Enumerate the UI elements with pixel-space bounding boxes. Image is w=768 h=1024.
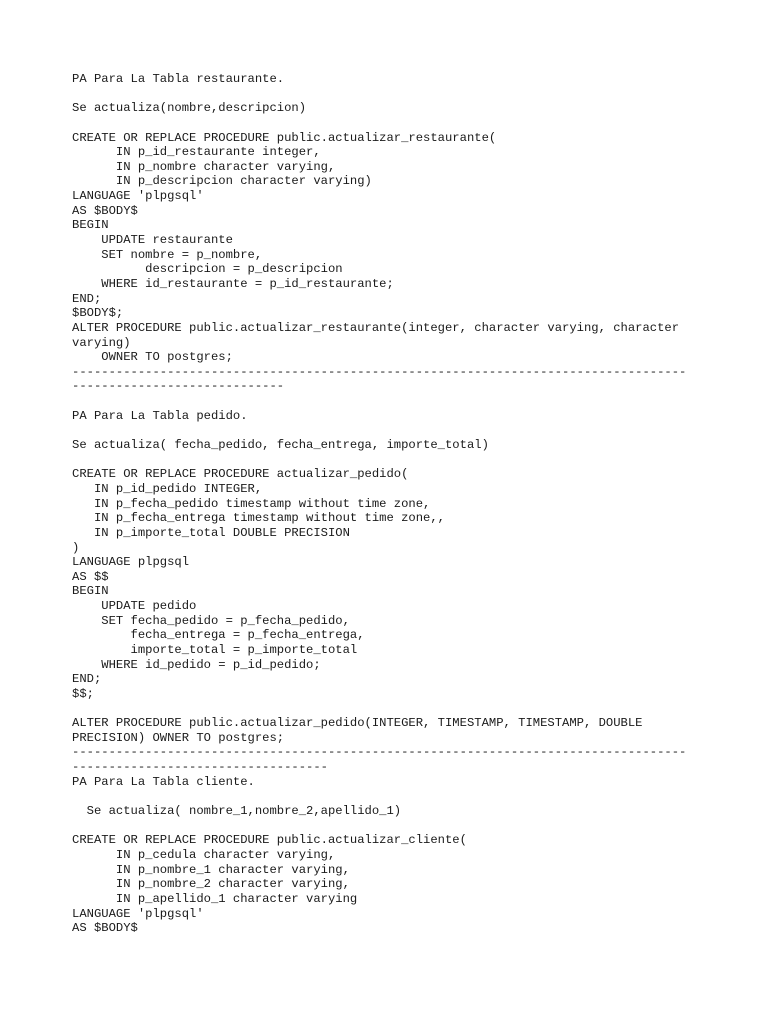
document-line: LANGUAGE 'plpgsql' <box>72 906 204 921</box>
document-line: IN p_apellido_1 character varying <box>72 891 358 906</box>
document-line: AS $$ <box>72 569 109 584</box>
document-line: IN p_nombre_2 character varying, <box>72 877 350 892</box>
document-line <box>72 116 712 131</box>
document-line: SET nombre = p_nombre, <box>72 247 263 262</box>
document-line: LANGUAGE plpgsql <box>72 555 190 570</box>
document-line: IN p_fecha_entrega timestamp without time zone,, <box>72 511 445 526</box>
document-line: BEGIN <box>72 584 109 599</box>
document-line: IN p_nombre character varying, <box>72 159 336 174</box>
document-line: fecha_entrega = p_fecha_entrega, <box>72 628 365 643</box>
document-line: WHERE id_pedido = p_id_pedido; <box>72 657 321 672</box>
document-line <box>72 453 712 468</box>
document-line: WHERE id_restaurante = p_id_restaurante; <box>72 276 394 291</box>
document-line: IN p_cedula character varying, <box>72 847 336 862</box>
document-line: OWNER TO postgres; <box>72 350 233 365</box>
document-line: CREATE OR REPLACE PROCEDURE actualizar_pedido( <box>72 467 409 482</box>
document-line: CREATE OR REPLACE PROCEDURE public.actualizar_cliente( <box>72 833 467 848</box>
document-line: $BODY$; <box>72 306 124 321</box>
document-line: ----------------------------- <box>72 379 285 394</box>
document-line <box>72 702 712 717</box>
document-line: PRECISION) OWNER TO postgres; <box>72 730 285 745</box>
document-line <box>72 819 712 834</box>
document-line: ----------------------------------- <box>72 760 328 775</box>
document-line: Se actualiza(nombre,descripcion) <box>72 101 307 116</box>
document-line: PA Para La Tabla restaurante. <box>72 72 285 86</box>
document-line: IN p_id_pedido INTEGER, <box>72 481 263 496</box>
document-line: ALTER PROCEDURE public.actualizar_restaurante(integer, character varying, character <box>72 320 680 335</box>
document-line: UPDATE restaurante <box>72 233 233 248</box>
document-line: IN p_id_restaurante integer, <box>72 145 321 160</box>
document-line: UPDATE pedido <box>72 599 197 614</box>
document-line: AS $BODY$ <box>72 203 138 218</box>
document-line: Se actualiza( fecha_pedido, fecha_entrega, importe_total) <box>72 438 489 453</box>
document-line: varying) <box>72 335 131 350</box>
document-line: ------------------------------------------------------------------------------------ <box>72 364 687 379</box>
document-line: importe_total = p_importe_total <box>72 642 358 657</box>
document-line: END; <box>72 672 102 687</box>
document-line: ) <box>72 540 80 555</box>
document-line: IN p_nombre_1 character varying, <box>72 862 350 877</box>
document-line <box>72 87 712 102</box>
document-line <box>72 423 712 438</box>
document-line: ------------------------------------------------------------------------------------ <box>72 745 687 760</box>
document-line: IN p_descripcion character varying) <box>72 174 372 189</box>
document-line: ALTER PROCEDURE public.actualizar_pedido(INTEGER, TIMESTAMP, TIMESTAMP, DOUBLE <box>72 716 643 731</box>
document-line: SET fecha_pedido = p_fecha_pedido, <box>72 613 350 628</box>
document-line: LANGUAGE 'plpgsql' <box>72 189 204 204</box>
document-line: PA Para La Tabla cliente. <box>72 774 255 789</box>
document-line: IN p_fecha_pedido timestamp without time zone, <box>72 496 431 511</box>
document-line <box>72 789 712 804</box>
document-line: END; <box>72 291 102 306</box>
document-body <box>72 72 712 936</box>
document-line: descripcion = p_descripcion <box>72 262 343 277</box>
document-line: PA Para La Tabla pedido. <box>72 408 248 423</box>
document-line: CREATE OR REPLACE PROCEDURE public.actualizar_restaurante( <box>72 130 497 145</box>
document-line: Se actualiza( nombre_1,nombre_2,apellido_1) <box>72 804 402 819</box>
document-line <box>72 394 712 409</box>
document-line: AS $BODY$ <box>72 921 138 936</box>
document-line: $$; <box>72 686 94 701</box>
document-line: BEGIN <box>72 218 109 233</box>
document-line: IN p_importe_total DOUBLE PRECISION <box>72 525 350 540</box>
